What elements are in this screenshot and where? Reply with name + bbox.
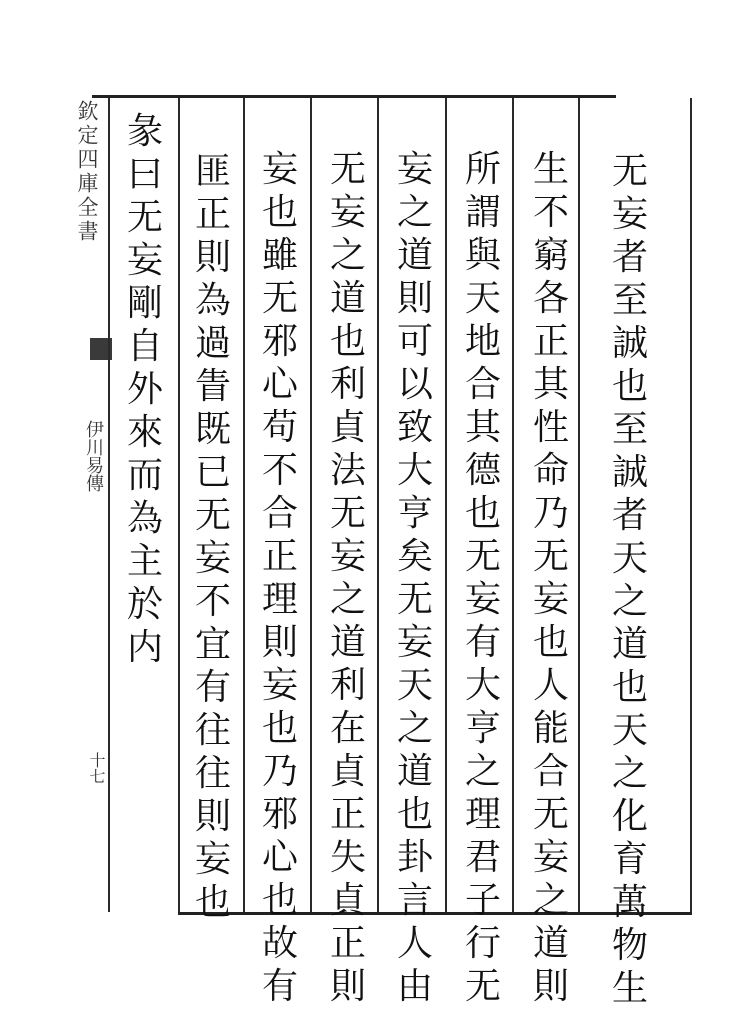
column-character: 合 xyxy=(532,751,569,792)
column-character: 正 xyxy=(532,321,569,362)
column-character: 法 xyxy=(329,450,366,491)
column-character: 則 xyxy=(261,622,298,663)
column-character: 之 xyxy=(464,751,501,792)
column-character: 道 xyxy=(396,751,433,792)
column-character: 地 xyxy=(464,321,501,362)
spine-section-title: 伊川易傳 xyxy=(83,420,104,492)
column-character: 也 xyxy=(261,192,298,233)
column-character: 有 xyxy=(261,966,298,1007)
column-divider xyxy=(243,98,245,912)
column-character: 道 xyxy=(611,624,648,665)
column-character: 雖 xyxy=(261,235,298,276)
column-character: 之 xyxy=(611,753,648,794)
column-character: 物 xyxy=(611,925,648,966)
column-character: 不 xyxy=(194,581,231,622)
column-character: 既 xyxy=(194,409,231,450)
column-character: 宜 xyxy=(194,624,231,665)
text-column xyxy=(115,110,175,669)
column-character: 正 xyxy=(329,794,366,835)
column-character: 道 xyxy=(532,923,569,964)
column-character: 大 xyxy=(396,450,433,491)
column-character: 往 xyxy=(194,753,231,794)
column-character: 誠 xyxy=(611,323,648,364)
column-character: 君 xyxy=(464,837,501,878)
column-character: 也 xyxy=(464,493,501,534)
column-character: 无 xyxy=(194,495,231,536)
column-character: 曰 xyxy=(126,154,163,195)
column-character: 能 xyxy=(532,708,569,749)
column-character: 不 xyxy=(261,450,298,491)
column-character: 也 xyxy=(261,880,298,921)
column-character: 无 xyxy=(464,536,501,577)
column-character: 彖 xyxy=(126,111,163,152)
column-character: 窮 xyxy=(532,235,569,276)
column-character: 无 xyxy=(126,197,163,238)
column-character: 人 xyxy=(532,665,569,706)
column-character: 則 xyxy=(194,796,231,837)
column-character: 天 xyxy=(464,278,501,319)
column-character: 性 xyxy=(532,407,569,448)
column-divider xyxy=(690,98,692,912)
column-character: 以 xyxy=(396,364,433,405)
column-character: 妄 xyxy=(329,192,366,233)
column-character: 主 xyxy=(126,541,163,582)
column-character: 剛 xyxy=(126,283,163,324)
column-character: 其 xyxy=(464,407,501,448)
column-character: 之 xyxy=(329,579,366,620)
column-character: 内 xyxy=(126,627,163,668)
column-character: 无 xyxy=(611,151,648,192)
column-character: 命 xyxy=(532,450,569,491)
column-character: 故 xyxy=(261,923,298,964)
column-character: 合 xyxy=(464,364,501,405)
column-character: 為 xyxy=(194,280,231,321)
column-character: 无 xyxy=(532,536,569,577)
column-divider xyxy=(108,98,110,912)
text-column xyxy=(318,148,378,1008)
column-character: 人 xyxy=(396,923,433,964)
column-character: 亨 xyxy=(464,708,501,749)
column-character: 行 xyxy=(464,923,501,964)
column-character: 也 xyxy=(261,708,298,749)
column-character: 已 xyxy=(194,452,231,493)
column-character: 利 xyxy=(329,665,366,706)
column-character: 則 xyxy=(532,966,569,1007)
column-character: 道 xyxy=(329,622,366,663)
column-character: 天 xyxy=(611,710,648,751)
column-character: 妄 xyxy=(532,579,569,620)
column-character: 妄 xyxy=(329,536,366,577)
column-character: 失 xyxy=(329,837,366,878)
column-character: 者 xyxy=(611,237,648,278)
column-character: 无 xyxy=(329,149,366,190)
column-character: 妄 xyxy=(194,538,231,579)
column-character: 所 xyxy=(464,149,501,190)
column-character: 大 xyxy=(464,665,501,706)
column-character: 之 xyxy=(611,581,648,622)
text-column xyxy=(600,150,660,1010)
column-character: 各 xyxy=(532,278,569,319)
column-character: 也 xyxy=(611,366,648,407)
column-character: 生 xyxy=(532,149,569,190)
column-character: 妄 xyxy=(126,240,163,281)
column-divider xyxy=(310,98,312,912)
column-character: 妄 xyxy=(396,149,433,190)
column-character: 苟 xyxy=(261,407,298,448)
column-character: 妄 xyxy=(261,149,298,190)
column-character: 无 xyxy=(329,493,366,534)
column-character: 正 xyxy=(329,923,366,964)
column-character: 子 xyxy=(464,880,501,921)
column-character: 萬 xyxy=(611,882,648,923)
column-character: 妄 xyxy=(464,579,501,620)
column-character: 之 xyxy=(396,192,433,233)
column-character: 合 xyxy=(261,493,298,534)
column-character: 也 xyxy=(329,321,366,362)
column-character: 心 xyxy=(261,364,298,405)
column-character: 化 xyxy=(611,796,648,837)
column-character: 邪 xyxy=(261,794,298,835)
column-character: 其 xyxy=(532,364,569,405)
top-border-rule xyxy=(92,95,616,98)
column-character: 則 xyxy=(194,237,231,278)
column-character: 來 xyxy=(126,412,163,453)
column-character: 妄 xyxy=(194,839,231,880)
column-character: 天 xyxy=(396,665,433,706)
column-character: 與 xyxy=(464,235,501,276)
column-character: 邪 xyxy=(261,321,298,362)
text-column xyxy=(385,148,445,1008)
column-character: 亨 xyxy=(396,493,433,534)
column-character: 往 xyxy=(194,710,231,751)
column-character: 自 xyxy=(126,326,163,367)
column-character: 在 xyxy=(329,708,366,749)
column-character: 由 xyxy=(396,966,433,1007)
column-character: 可 xyxy=(396,321,433,362)
text-column xyxy=(250,148,310,1008)
text-column xyxy=(183,150,243,924)
column-character: 正 xyxy=(261,536,298,577)
column-character: 卦 xyxy=(396,837,433,878)
column-character: 妄 xyxy=(396,622,433,663)
column-character: 為 xyxy=(126,498,163,539)
column-divider xyxy=(178,98,180,912)
text-column xyxy=(453,148,513,1008)
column-character: 於 xyxy=(126,584,163,625)
column-character: 也 xyxy=(396,794,433,835)
column-character: 矣 xyxy=(396,536,433,577)
column-character: 无 xyxy=(532,794,569,835)
column-character: 至 xyxy=(611,409,648,450)
column-character: 乃 xyxy=(261,751,298,792)
column-character: 誠 xyxy=(611,452,648,493)
column-character: 言 xyxy=(396,880,433,921)
column-character: 謂 xyxy=(464,192,501,233)
column-character: 心 xyxy=(261,837,298,878)
column-divider xyxy=(445,98,447,912)
column-character: 妄 xyxy=(532,837,569,878)
column-character: 天 xyxy=(611,538,648,579)
column-character: 无 xyxy=(261,278,298,319)
text-column xyxy=(521,148,581,1008)
column-character: 乃 xyxy=(532,493,569,534)
column-character: 正 xyxy=(194,194,231,235)
column-character: 至 xyxy=(611,280,648,321)
column-character: 致 xyxy=(396,407,433,448)
spine-book-title: 欽定四庫全書 xyxy=(75,100,99,244)
column-character: 也 xyxy=(532,622,569,663)
column-character: 妄 xyxy=(611,194,648,235)
column-character: 道 xyxy=(329,278,366,319)
column-character: 而 xyxy=(126,455,163,496)
column-character: 有 xyxy=(194,667,231,708)
spine-page-number: 十七 xyxy=(87,752,106,784)
column-character: 之 xyxy=(396,708,433,749)
column-character: 之 xyxy=(329,235,366,276)
column-character: 則 xyxy=(396,278,433,319)
column-character: 无 xyxy=(464,966,501,1007)
column-character: 貞 xyxy=(329,407,366,448)
column-character: 眚 xyxy=(194,366,231,407)
column-character: 之 xyxy=(532,880,569,921)
column-character: 外 xyxy=(126,369,163,410)
column-character: 也 xyxy=(194,882,231,923)
column-character: 理 xyxy=(464,794,501,835)
column-character: 育 xyxy=(611,839,648,880)
column-character: 生 xyxy=(611,968,648,1009)
column-character: 妄 xyxy=(261,665,298,706)
column-character: 道 xyxy=(396,235,433,276)
column-character: 貞 xyxy=(329,880,366,921)
column-character: 則 xyxy=(329,966,366,1007)
column-character: 理 xyxy=(261,579,298,620)
column-character: 者 xyxy=(611,495,648,536)
column-character: 貞 xyxy=(329,751,366,792)
column-character: 德 xyxy=(464,450,501,491)
column-character: 有 xyxy=(464,622,501,663)
column-character: 也 xyxy=(611,667,648,708)
column-character: 不 xyxy=(532,192,569,233)
column-character: 利 xyxy=(329,364,366,405)
column-character: 過 xyxy=(194,323,231,364)
column-character: 无 xyxy=(396,579,433,620)
column-character: 匪 xyxy=(194,151,231,192)
